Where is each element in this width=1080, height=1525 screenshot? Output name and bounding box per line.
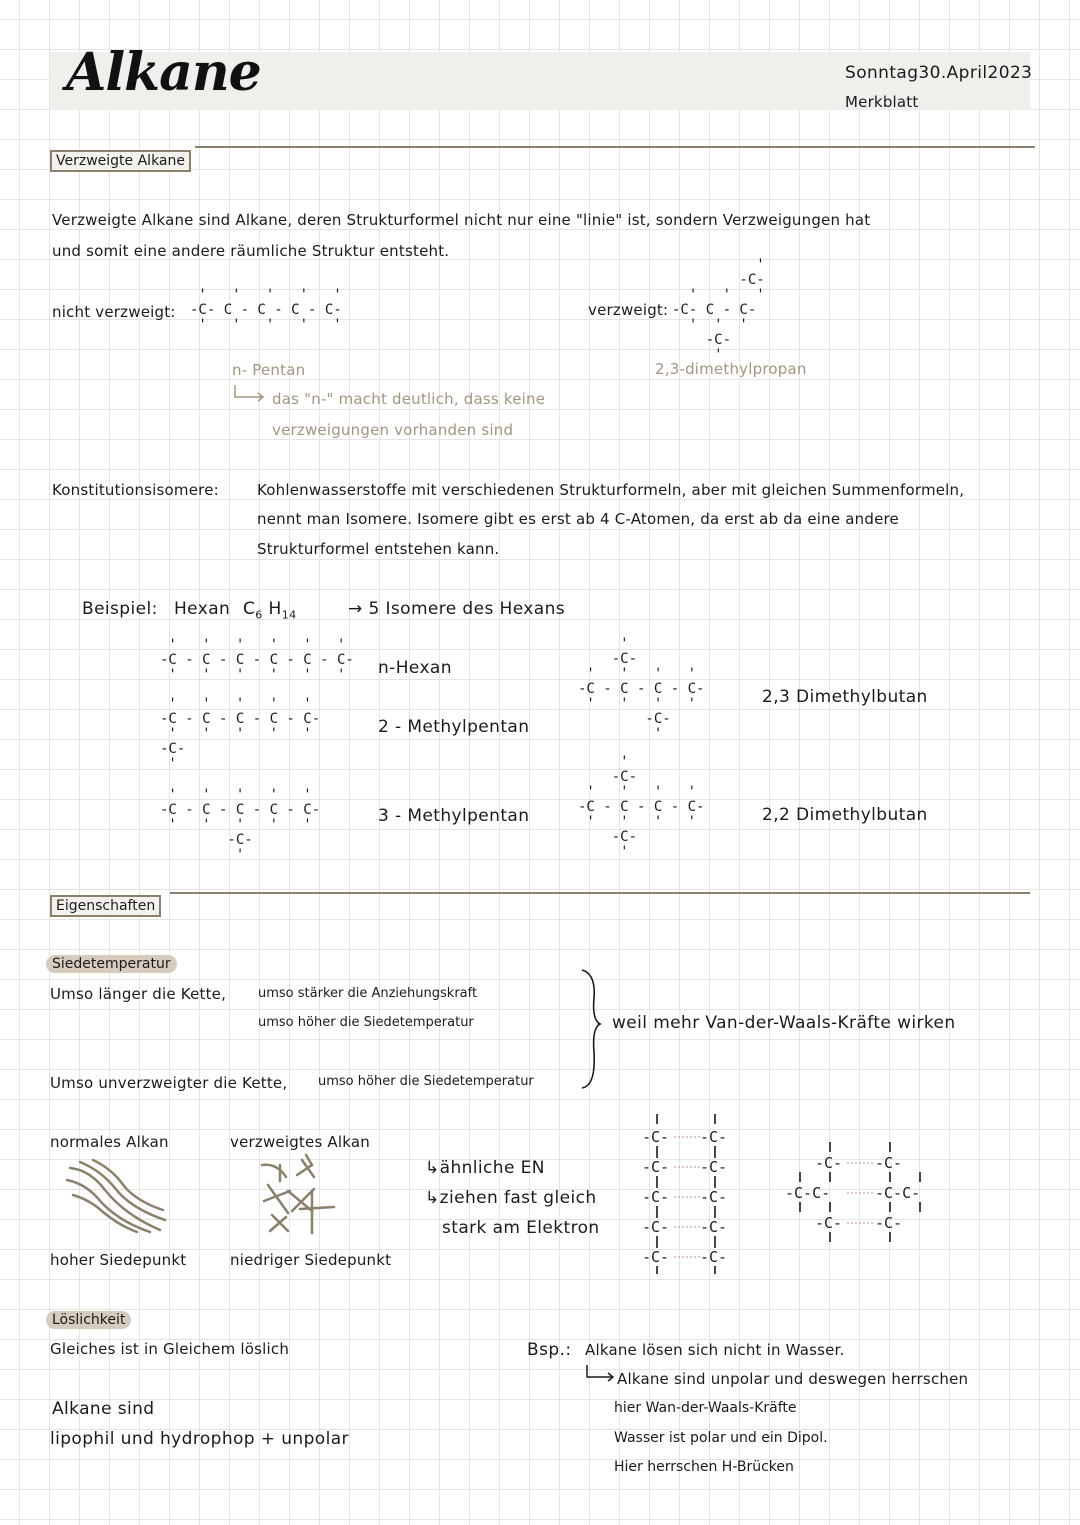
pentane-name: n- Pentan	[232, 361, 306, 379]
svg-text:-C-: -C-	[642, 1158, 670, 1176]
pentane-note-line-1: das "n-" macht deutlich, dass keine	[272, 390, 546, 408]
en-note-3: stark am Elektron	[442, 1218, 600, 1238]
curly-brace-icon	[578, 968, 608, 1092]
2-2-dimethylbutane-name: 2,2 Dimethylbutan	[762, 805, 928, 825]
dimethylpropane-name: 2,3-dimethylpropan	[655, 360, 807, 378]
unbranched-label: nicht verzweigt:	[52, 303, 176, 321]
en-note-2: ↳ziehen fast gleich	[425, 1188, 597, 1208]
header-date: Sonntag30.April2023	[845, 63, 1033, 83]
branched-alkane-label: verzweigtes Alkan	[230, 1133, 370, 1151]
svg-text:-C-: -C-	[815, 1154, 843, 1172]
svg-text:-C-C-: -C-C-	[875, 1184, 921, 1202]
hexane-structure: ' ' ' ' ' ' -C - C - C - C - C - C- ' ' ' ' ' '	[160, 637, 354, 683]
example-isomer-count: → 5 Isomere des Hexans	[348, 599, 566, 619]
alkanes-property-line-2: lipophil und hydrophop + unpolar	[50, 1429, 349, 1449]
solubility-example-label: Bsp.:	[527, 1340, 572, 1360]
2-methylpentane-name: 2 - Methylpentan	[378, 717, 530, 737]
2-2-dimethylbutane-structure: ' -C- ' ' ' ' -C - C - C - C- ' ' ' ' -C- '	[578, 754, 705, 860]
boiling-row2-left: Umso unverzweigter die Kette,	[50, 1074, 288, 1092]
solubility-example-line-3: hier Wan-der-Waals-Kräfte	[614, 1400, 797, 1416]
boiling-row1-right-2: umso höher die Siedetemperatur	[258, 1015, 474, 1030]
example-label: Beispiel:	[82, 599, 158, 619]
header-subtitle: Merkblatt	[845, 93, 919, 111]
svg-text:-C-: -C-	[700, 1248, 728, 1266]
en-note-1: ↳ähnliche EN	[425, 1158, 545, 1178]
example-compound: Hexan	[174, 599, 231, 619]
pentane-note-line-2: verzweigungen vorhanden sind	[272, 421, 514, 439]
vdw-straight-chain-diagram	[630, 1108, 760, 1274]
boiling-row1-left: Umso länger die Kette,	[50, 985, 227, 1003]
svg-text:-C-: -C-	[700, 1128, 728, 1146]
solubility-rule: Gleiches ist in Gleichem löslich	[50, 1340, 290, 1358]
hexane-name: n-Hexan	[378, 658, 452, 678]
example-molecular-formula: $C_6$ $H_{14}$	[243, 599, 297, 622]
intro-line-1: Verzweigte Alkane sind Alkane, deren Strukturformel nicht nur eine "linie" ist, sondern Verzweigungen hat	[52, 211, 871, 229]
boiling-row1-right-1: umso stärker die Anziehungskraft	[258, 986, 478, 1001]
boiling-row2-right: umso höher die Siedetemperatur	[318, 1074, 534, 1089]
pentane-structure: ' ' ' ' ' -C- C - C - C - C- ' ' ' ' '	[190, 287, 342, 333]
svg-text:-C-: -C-	[642, 1248, 670, 1266]
svg-text:-C-: -C-	[815, 1214, 843, 1232]
svg-text:-C-: -C-	[642, 1128, 670, 1146]
isomers-line-1: Kohlenwasserstoffe mit verschiedenen Strukturformeln, aber mit gleichen Summenformeln,	[257, 481, 965, 499]
isomers-line-2: nennt man Isomere. Isomere gibt es erst ab 4 C-Atomen, da erst ab da eine andere	[257, 510, 899, 528]
intro-line-2: und somit eine andere räumliche Struktur entsteht.	[52, 242, 450, 260]
parallel-chains-icon	[65, 1160, 170, 1235]
normal-alkane-caption: hoher Siedepunkt	[50, 1251, 187, 1269]
corner-arrow-icon	[233, 385, 267, 405]
section-heading-verzweigte-alkane: Verzweigte Alkane	[50, 150, 191, 172]
vdw-branched-chain-diagram	[785, 1138, 955, 1246]
branched-label: verzweigt:	[588, 301, 669, 319]
3-methylpentane-name: 3 - Methylpentan	[378, 806, 530, 826]
svg-text:-C-: -C-	[642, 1188, 670, 1206]
isomers-line-3: Strukturformel entstehen kann.	[257, 540, 500, 558]
svg-text:-C-: -C-	[700, 1188, 728, 1206]
solubility-example-line-2: Alkane sind unpolar und deswegen herrschen	[617, 1370, 969, 1388]
page-title: Alkane	[66, 42, 261, 103]
subheading-loeslichkeit: Löslichkeit	[46, 1311, 131, 1329]
section-heading-eigenschaften: Eigenschaften	[50, 895, 161, 917]
solubility-example-line-1: Alkane lösen sich nicht in Wasser.	[585, 1341, 845, 1359]
subheading-siedetemperatur: Siedetemperatur	[46, 955, 177, 973]
section-divider	[195, 146, 1035, 148]
section-divider	[170, 892, 1030, 894]
2-3-dimethylbutane-name: 2,3 Dimethylbutan	[762, 687, 928, 707]
alkanes-property-line-1: Alkane sind	[52, 1399, 155, 1419]
3-methylpentane-structure: ' ' ' ' ' -C - C - C - C - C- ' ' ' ' ' -C- '	[160, 787, 321, 863]
svg-text:-C-: -C-	[700, 1158, 728, 1176]
isomers-label: Konstitutionsisomere:	[52, 481, 219, 499]
2-methylpentane-structure: ' ' ' ' ' -C - C - C - C - C- ' ' ' ' ' -C- '	[160, 696, 321, 772]
2-3-dimethylbutane-structure: ' -C- ' ' ' ' -C - C - C - C- ' ' ' ' -C- '	[578, 636, 705, 742]
branched-chains-icon	[262, 1155, 342, 1235]
brace-conclusion: weil mehr Van-der-Waals-Kräfte wirken	[612, 1013, 956, 1033]
corner-arrow-icon	[585, 1365, 617, 1385]
svg-text:-C-: -C-	[875, 1154, 903, 1172]
svg-text:-C-: -C-	[700, 1218, 728, 1236]
svg-text:-C-C-: -C-C-	[785, 1184, 831, 1202]
normal-alkane-label: normales Alkan	[50, 1133, 169, 1151]
solubility-example-line-5: Hier herrschen H-Brücken	[614, 1459, 794, 1475]
branched-alkane-caption: niedriger Siedepunkt	[230, 1251, 392, 1269]
dimethylpropane-structure: ' -C- ' ' ' -C- C - C- ' ' ' -C- '	[672, 257, 765, 363]
solubility-example-line-4: Wasser ist polar und ein Dipol.	[614, 1430, 828, 1446]
svg-text:-C-: -C-	[875, 1214, 903, 1232]
svg-text:-C-: -C-	[642, 1218, 670, 1236]
